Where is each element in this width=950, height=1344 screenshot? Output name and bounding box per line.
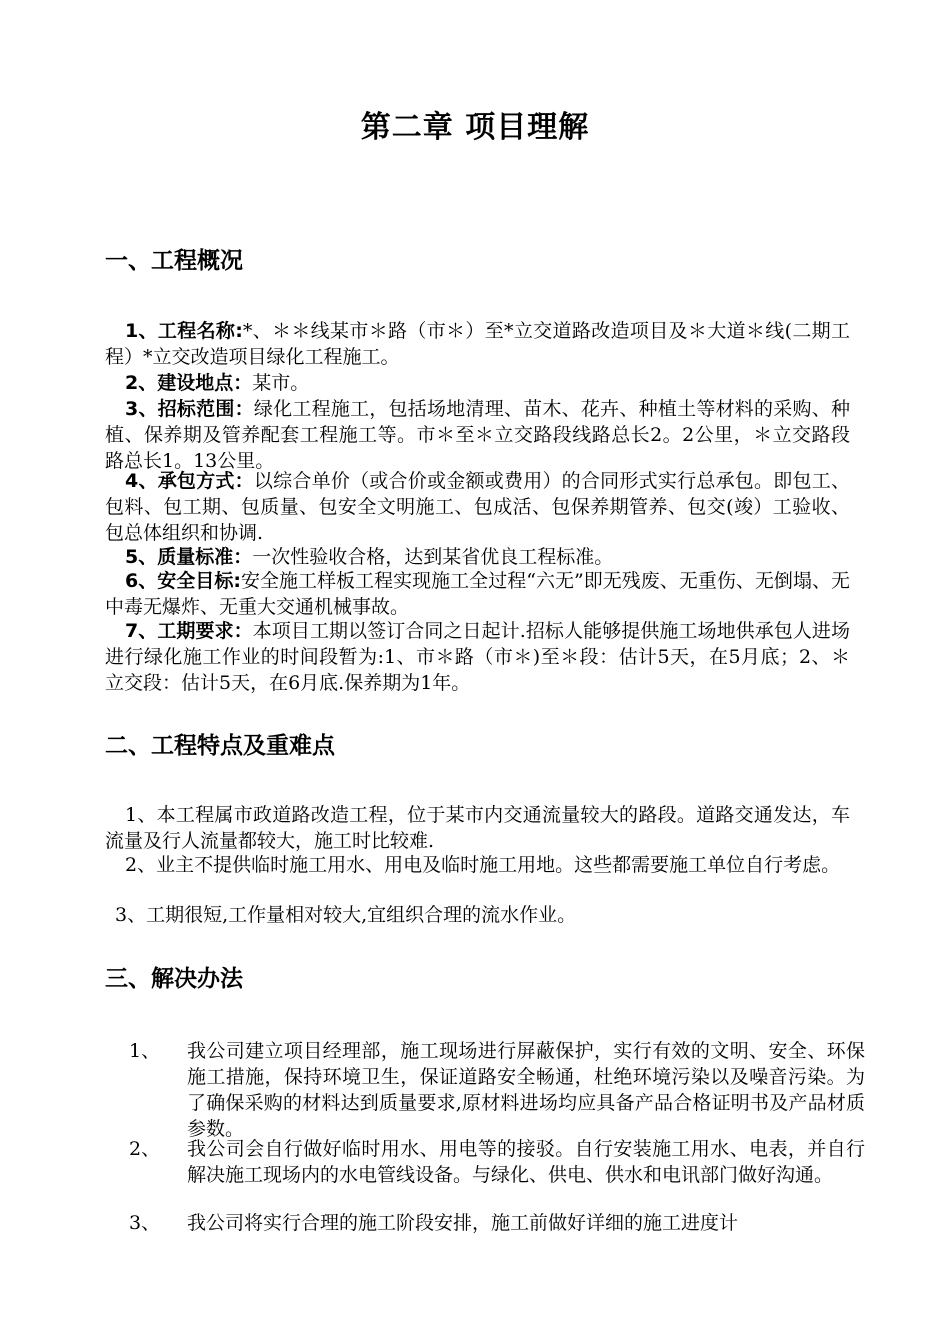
overview-item-scope — [105, 396, 850, 474]
item-label: 6、安全目标: — [125, 570, 241, 592]
solution-item — [105, 1038, 865, 1142]
solution-item — [105, 1136, 865, 1188]
overview-item-safety — [105, 568, 850, 620]
item-label: 1、工程名称: — [125, 320, 243, 342]
section-heading-solutions: 三、解决办法 — [105, 966, 243, 992]
section-heading-overview: 一、工程概况 — [105, 248, 243, 274]
item-label: 2、建设地点： — [125, 372, 253, 394]
item-label: 7、工期要求： — [125, 620, 253, 642]
section-heading-features: 二、工程特点及重难点 — [105, 733, 335, 759]
item-text: *、＊＊线某市＊路（市＊）至*立交道路改造项目及＊大道＊线(二期工程）*立交改造项目绿化工程施工。 — [105, 320, 850, 368]
item-label: 4、承包方式： — [125, 470, 254, 492]
overview-item-contract-mode — [105, 468, 850, 546]
item-label: 5、质量标准： — [125, 546, 253, 568]
feature-item: 1、本工程属市政道路改造工程，位于某市内交通流量较大的路段。道路交通发达，车流量及行人流量都较大，施工时比较难. — [105, 804, 850, 852]
item-text: 绿化工程施工，包括场地清理、苗木、花卉、种植土等材料的采购、种植、保养期及管养配套工程施工等。市＊至＊立交路段线路总长2。2公里，＊立交路段路总长1。13公里。 — [105, 398, 850, 472]
item-text: 以综合单价（或合价或金额或费用）的合同形式实行总承包。即包工、包料、包工期、包质量、包安全文明施工、包成活、包保养期管养、包交(竣）工验收、包总体组织和协调. — [105, 470, 850, 544]
overview-item-schedule — [105, 618, 850, 696]
feature-item: 2、业主不提供临时施工用水、用电及临时施工用地。这些都需要施工单位自行考虑。 — [125, 854, 841, 876]
item-number: 1、 — [129, 1040, 161, 1062]
overview-item-project-name — [105, 318, 850, 370]
item-number: 3、 — [129, 1212, 161, 1234]
item-text: 一次性验收合格，达到某省优良工程标准。 — [252, 546, 614, 568]
item-text: 我公司会自行做好临时用水、用电等的接驳。自行安装施工用水、电表，并自行解决施工现场内的水电管线设备。与绿化、供电、供水和电讯部门做好沟通。 — [187, 1138, 865, 1186]
solution-item — [105, 1210, 865, 1236]
item-text: 本项目工期以签订合同之日起计.招标人能够提供施工场地供承包人进场进行绿化施工作业的时间段暂为:1、市＊路（市＊)至＊段：估计5天，在5月底；2、＊立交段：估计5天，在6月底.保养期为1年。 — [105, 620, 850, 694]
chapter-title: 第二章 项目理解 — [360, 110, 590, 145]
item-label: 3、招标范围： — [125, 398, 254, 420]
item-text: 安全施工样板工程实现施工全过程“六无”即无残废、无重伤、无倒塌、无中毒无爆炸、无重大交通机械事故。 — [105, 570, 850, 618]
item-number: 2、 — [129, 1138, 161, 1160]
feature-item: 3、工期很短,工作量相对较大,宜组织合理的流水作业。 — [115, 904, 577, 926]
item-text: 我公司将实行合理的施工阶段安排，施工前做好详细的施工进度计 — [187, 1212, 739, 1234]
overview-item-quality — [105, 544, 850, 570]
item-text: 某市。 — [252, 372, 310, 394]
item-text: 我公司建立项目经理部，施工现场进行屏蔽保护，实行有效的文明、安全、环保施工措施，保持环境卫生，保证道路安全畅通，杜绝环境污染以及噪音污染。为了确保采购的材料达到质量要求,原材料进场均应具备产品合格证明书及产品材质参数。 — [187, 1040, 865, 1140]
overview-item-location — [105, 370, 850, 396]
